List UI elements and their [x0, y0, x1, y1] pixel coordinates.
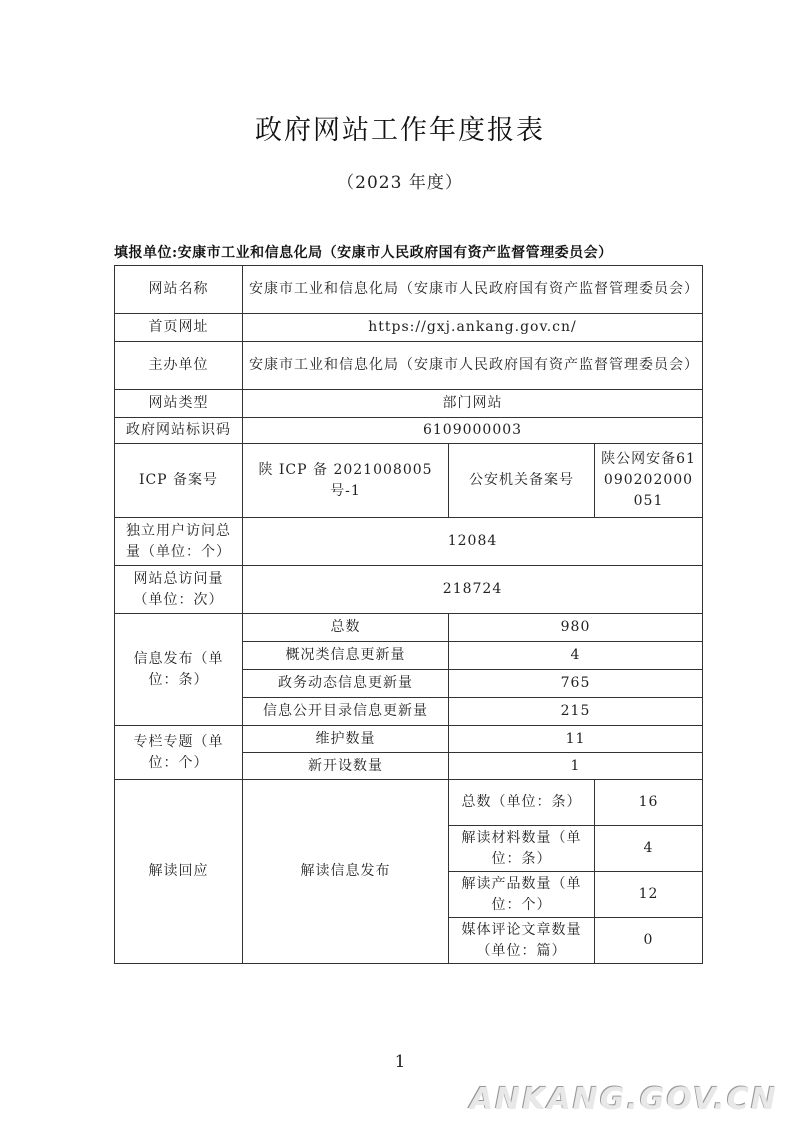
homepage-label: 首页网址	[115, 314, 243, 342]
table-row	[115, 780, 703, 826]
page-views-label: 网站总访问量（单位：次）	[115, 566, 243, 614]
interpretation-sub-label: 解读信息发布	[243, 780, 449, 964]
catalog-label: 信息公开目录信息更新量	[243, 698, 449, 726]
material-label: 解读材料数量（单位：条）	[449, 826, 595, 872]
report-year: （2023 年度）	[337, 173, 463, 193]
report-title: 政府网站工作年度报表	[255, 115, 545, 146]
table-row	[115, 444, 703, 518]
media-label: 媒体评论文章数量（单位：篇）	[449, 918, 595, 964]
site-type-label: 网站类型	[115, 390, 243, 418]
media-value: 0	[595, 918, 703, 964]
site-name-value: 安康市工业和信息化局（安康市人民政府国有资产监督管理委员会）	[243, 266, 703, 314]
unique-visitors-label: 独立用户访问总量（单位：个）	[115, 518, 243, 566]
table-row	[115, 566, 703, 614]
table-row	[115, 342, 703, 390]
columns-label: 专栏专题（单位：个）	[115, 726, 243, 780]
page-number: 1	[394, 1052, 406, 1072]
new-columns-label: 新开设数量	[243, 753, 449, 780]
unique-visitors-value: 12084	[243, 518, 703, 566]
material-value: 4	[595, 826, 703, 872]
site-id-value: 6109000003	[243, 418, 703, 444]
new-columns-value: 1	[449, 753, 703, 780]
dynamics-value: 765	[449, 670, 703, 698]
overview-value: 4	[449, 642, 703, 670]
dynamics-label: 政务动态信息更新量	[243, 670, 449, 698]
icp-value: 陕 ICP 备 2021008005 号-1	[243, 444, 449, 518]
sponsor-label: 主办单位	[115, 342, 243, 390]
maintain-value: 11	[449, 726, 703, 753]
product-value: 12	[595, 872, 703, 918]
table-row	[115, 614, 703, 642]
overview-label: 概况类信息更新量	[243, 642, 449, 670]
info-publish-label: 信息发布（单位：条）	[115, 614, 243, 726]
report-table	[114, 265, 703, 964]
site-watermark: ANKANG.GOV.CN	[469, 1082, 778, 1117]
site-name-label: 网站名称	[115, 266, 243, 314]
table-row	[115, 726, 703, 753]
interp-total-value: 16	[595, 780, 703, 826]
homepage-url: https://gxj.ankang.gov.cn/	[243, 314, 703, 342]
site-id-label: 政府网站标识码	[115, 418, 243, 444]
catalog-value: 215	[449, 698, 703, 726]
interpretation-label: 解读回应	[115, 780, 243, 964]
police-record-label: 公安机关备案号	[449, 444, 595, 518]
icp-label: ICP 备案号	[115, 444, 243, 518]
table-row	[115, 314, 703, 342]
maintain-label: 维护数量	[243, 726, 449, 753]
table-row	[115, 390, 703, 418]
product-label: 解读产品数量（单位：个）	[449, 872, 595, 918]
interp-total-label: 总数（单位：条）	[449, 780, 595, 826]
info-total-value: 980	[449, 614, 703, 642]
table-row	[115, 518, 703, 566]
info-total-label: 总数	[243, 614, 449, 642]
table-row	[115, 266, 703, 314]
sponsor-value: 安康市工业和信息化局（安康市人民政府国有资产监督管理委员会）	[243, 342, 703, 390]
reporting-unit: 填报单位:安康市工业和信息化局（安康市人民政府国有资产监督管理委员会）	[114, 245, 613, 261]
site-type-value: 部门网站	[243, 390, 703, 418]
page-views-value: 218724	[243, 566, 703, 614]
table-row	[115, 418, 703, 444]
police-record-value: 陕公网安备61090202000051	[595, 444, 703, 518]
